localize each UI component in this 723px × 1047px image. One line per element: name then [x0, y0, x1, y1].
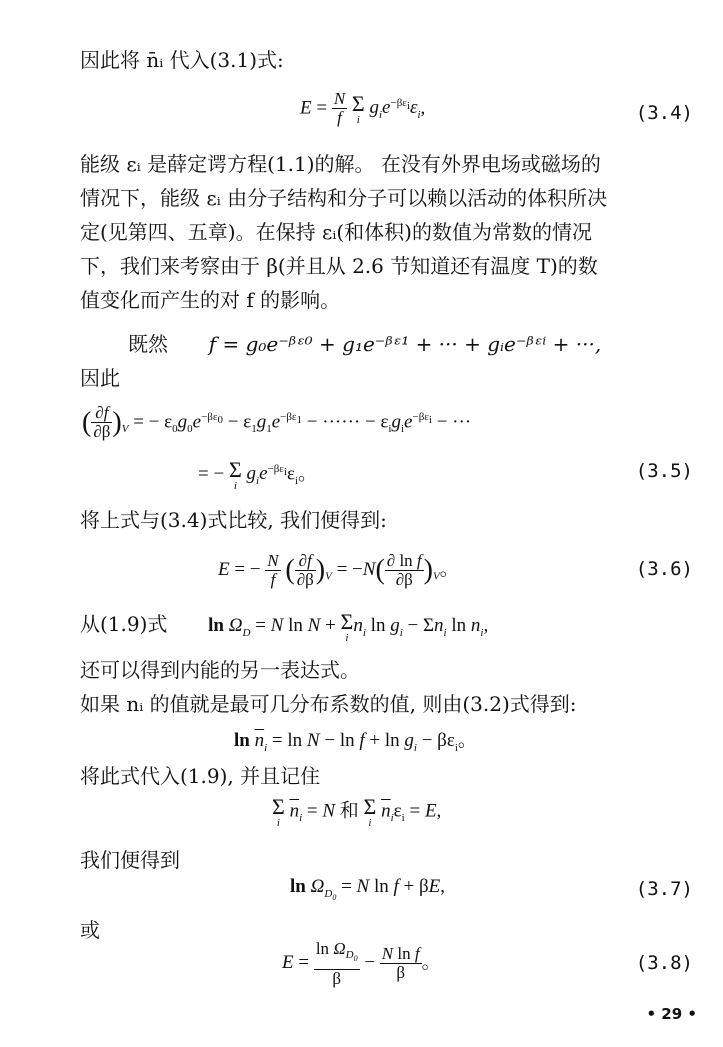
equation-3-5-line-1: ( $\frac{\partial f}{\partial\beta}$ )$_V$ = − $\varepsilon_0g_0e^{-\beta\varepsilon_0} - \varepsilon_1g_1e^{-\beta\varepsilon_1}$ − ······ − $\varepsilon_ig_ie^{-\beta\varepsilon_i}$ − ··· [82, 403, 472, 442]
we-get-line: 我们便得到 [80, 848, 180, 872]
equation-ln-omega: $\ln \Omega_D = N$ ln N + Σ i $n_i$ $\ln g_i - \Sigma n_i$ $\ln n_i$, [208, 608, 489, 644]
equation-3-4: E = $\frac{N}{f}$ Σ i $g_ie^{-\beta\varepsilon_i}\varepsilon_i$, [300, 89, 426, 128]
equation-3-5-line-2: = − Σ i $g_ie^{-\beta\varepsilon_i}\varepsilon_i$。 [198, 456, 318, 492]
or-line: 或 [80, 918, 100, 942]
paragraph-line-5: 值变化而产生的对 f 的影响。 [80, 288, 341, 312]
paragraph-line-4: 下，我们来考察由于 β(并且从 2.6 节知道还有温度 T)的数 [80, 254, 598, 278]
equation-3-8: E = $\frac{\ln \Omega_{D_0}}{\beta}$ − $\frac{\text{N ln f}}{\beta}$ 。 [282, 939, 441, 988]
since-word: 既然 [128, 332, 168, 356]
equation-constraints: Σ i $\overline{n}_i = N$ 和 Σ i $\overline{n}_i\varepsilon_i = E$, [272, 794, 442, 829]
equation-label-3-7: (3.7) [635, 878, 693, 900]
from-1-9-line [80, 610, 710, 646]
paragraph-line-2: 情况下，能级 εᵢ 由分子结构和分子可以赖以活动的体积所决 [80, 186, 608, 210]
compare-line: 将上式与(3.4)式比较, 我们便得到: [80, 508, 387, 532]
most-probable-line: 如果 nᵢ 的值就是最可几分布系数的值, 则由(3.2)式得到: [80, 692, 577, 716]
since-line [128, 330, 723, 358]
equation-label-3-6: (3.6) [635, 558, 693, 580]
paragraph-intro: 因此将 n̄ᵢ 代入(3.1)式: [80, 48, 284, 72]
paragraph-line-1: 能级 εᵢ 是薛定谔方程(1.1)的解。 在没有外界电场或磁场的 [80, 152, 601, 176]
paragraph-line-3: 定(见第四、五章)。在保持 εᵢ(和体积)的数值为常数的情况 [80, 220, 592, 244]
page-number: • 29 • [646, 1005, 697, 1023]
equation-label-3-4: (3.4) [635, 102, 693, 124]
from-1-9-lead: 从(1.9)式 [80, 612, 168, 636]
equation-3-7: $\ln \Omega_{D_0} = N$ ln f + βE, [290, 876, 446, 902]
internal-energy-line: 还可以得到内能的另一表达式。 [80, 658, 360, 682]
equation-3-6: E = − $\frac{N}{f}$ ( $\frac{\partial f}{\partial\beta}$ )$_V = -N$( $\frac{\text{∂ ln f}}{\partial\beta}$ )$_V$。 [218, 551, 459, 589]
and-word: 和 [339, 799, 359, 822]
equation-label-3-8: (3.8) [635, 952, 693, 974]
equation-label-3-5: (3.5) [635, 460, 693, 482]
partition-function-expansion: f = g₀e⁻ᵝᵋ⁰ + g₁e⁻ᵝᵋ¹ + ··· + gᵢe⁻ᵝᵋⁱ + ···, [208, 332, 602, 356]
therefore-line: 因此 [80, 366, 120, 390]
equation-ln-n: $\ln \overline{n}_i = \ln N - \ln f + \ln g_i - \beta\varepsilon_i$。 [234, 730, 477, 754]
substitute-line: 将此式代入(1.9), 并且记住 [80, 764, 321, 788]
